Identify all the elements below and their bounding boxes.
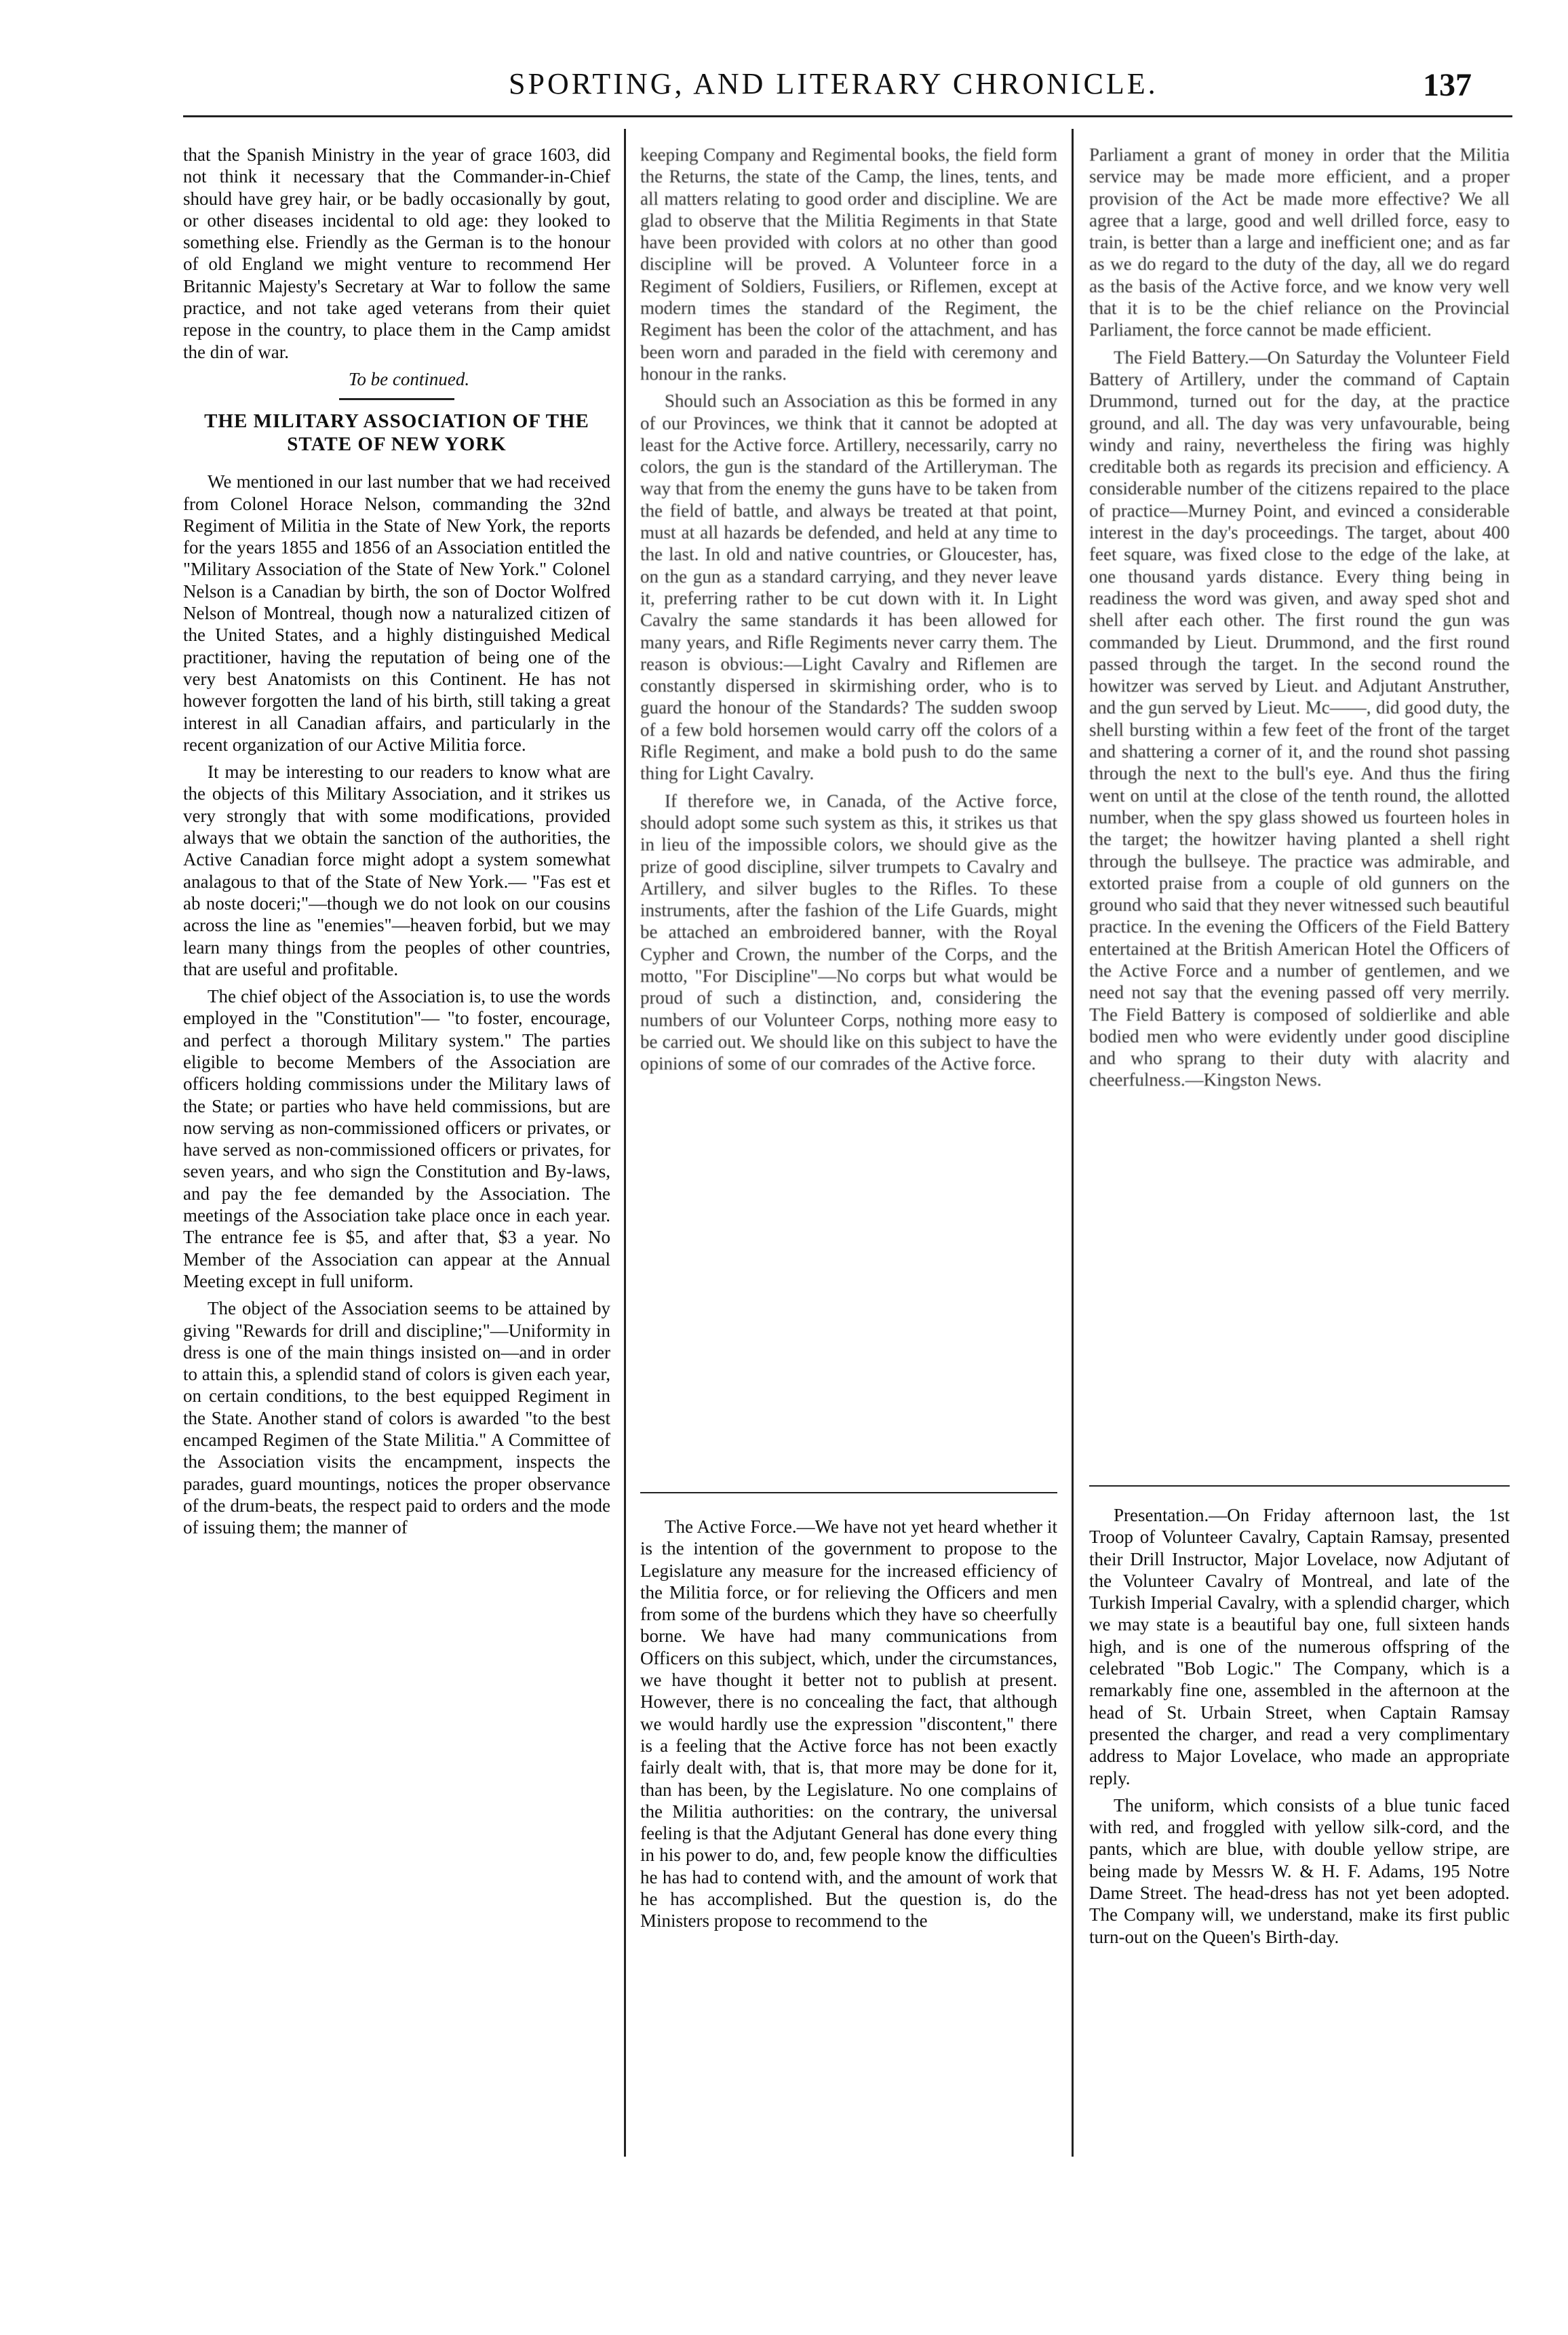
column-middle [640,144,1057,1080]
article-paragraph: The uniform, which consists of a blue tunic faced with red, and froggled with yellow silk-cord, and the pants, which are blue, with double yellow stripe, are being made by Messrs W. & H. F. Adams, 195 Notre Dame Street. The head-dress has not yet been adopted. The Company will, we understand, make its first public turn-out on the Queen's Birth-day. [1089,1794,1510,1947]
running-title: SPORTING, AND LITERARY CHRONICLE. [509,67,1158,100]
to-be-continued: To be continued. [348,368,470,389]
article-separator [640,1492,1057,1493]
article-paragraph: keeping Company and Regimental books, the field form the Returns, the state of the Camp, the lines, tents, and all matters relating to good order and discipline. We are glad to observe that the Militia Regiments in that State have been provided with colors at no other than good discipline will be proved. A Volunteer force in a Regiment of Soldiers, Fusiliers, or Riflemen, except at modern times the standard of the Regiment, the Regiment has been the color of the attachment, and has been worn and paraded in the field with ceremony and honour in the ranks. [640,144,1057,384]
article-paragraph: Should such an Association as this be formed in any of our Provinces, we think that it cannot be adopted at least for the Active force. Artillery, necessarily, carry no colors, the gun is the standard of the Artilleryman. The way that from the enemy the guns have to be taken from the field of battle, and always be treated at that point, must at all hazards be defended, and held at any time to the last. In old and native countries, or Gloucester, has, on the gun as a standard carrying, and they never leave it, preferring rather to be cut down with it. In Light Cavalry the same standards it has been allowed for many years, and Rifle Regiments never carry them. The reason is obvious:—Light Cavalry and Riflemen are constantly dispersed in skirmishing order, who is to guard the honour of the Standards? The sudden swoop of a few bold horsemen would carry off the colors of a Rifle Regiment, and make a bold push to do the same thing for Light Cavalry. [640,391,1057,784]
column-right [1089,144,1510,1097]
article-paragraph: We mentioned in our last number that we had received from Colonel Horace Nelson, commanding the 32nd Regiment of Militia in the State of New York, the reports for the years 1855 and 1856 of an Association entitled the "Military Association of the State of New York." Colonel Nelson is a Canadian by birth, the son of Doctor Wolfred Nelson of Montreal, though now a naturalized citizen of the United States, and a highly distinguished Medical practitioner, having the reputation of being one of the very best Anatomists on this Continent. He has not however forgotten the land of his birth, still taking a great interest in all Canadian affairs, and particularly in the recent organization of our Active Militia force. [183,471,610,755]
article-paragraph: The object of the Association seems to be attained by giving "Rewards for drill and discipline;"—Uniformity in dress is one of the main things insisted on—and in order to attain this, a splendid stand of colors is given each year, on certain conditions, to the best equipped Regiment in the State. Another stand of colors is awarded "to the best encamped Regimen of the State Militia." A Committee of the Association visits the encampment, inspects the parades, guard mountings, notices the proper observance of the drum-beats, the respect paid to orders and the mode of issuing them; the manner of [183,1298,610,1538]
article-paragraph: The chief object of the Association is, to use the words employed in the "Constitution"— "to foster, encourage, and perfect a thorough Military system." The parties eligible to become Members of the Association are officers holding commissions under the Military laws of the State; or parties who have held commissions, but are now serving as non-commissioned officers or privates, or have served as non-commissioned officers or privates, for seven years, and who sign the Constitution and By-laws, and pay the fee demanded by the Association. The meetings of the Association take place once in each year. The entrance fee is $5, and after that, $3 a year. No Member of the Association can appear at the Annual Meeting except in full uniform. [183,986,610,1291]
article-paragraph: The Field Battery.—On Saturday the Volunteer Field Battery of Artillery, under the command of Captain Drummond, turned out for the day, at the practice ground, and all. The day was very unfavourable, being windy and rainy, nevertheless the firing was highly creditable both as regards its precision and efficiency. A considerable number of the citizens repaired to the place of practice—Murney Point, and evinced a considerable interest in the day's proceedings. The target, about 400 feet square, was fixed close to the edge of the lake, at one thousand yards distance. Every thing being in readiness the word was given, and away sped shot and shell after each other. The first round the gun was commanded by Lieut. Drummond, and the first round passed through the target. In the second round the howitzer was served by Lieut. and Adjutant Anstruther, and the gun served by Lieut. Mc——, did good duty, the shell bursting within a few feet of the front of the target and shattering a corner of it, and the round shot passing through the next to the bull's eye. And thus the firing went on until at the close of the tenth round, the allotted number, when the spy glass showed us fourteen holes in the target; the howitzer having planted a shell right through the bullseye. The practice was admirable, and extorted praise from a couple of old gunners on the ground who said that they never witnessed such beautiful practice. In the evening the Officers of the Field Battery entertained at the British American Hotel the Officers of the Active Force and a number of gentlemen, and we need not say that the evening passed off very merrily. The Field Battery is composed of soldierlike and able bodied men who were evidently under good discipline and who sprang to their duty with alacrity and cheerfulness.—Kingston News. [1089,347,1510,1091]
page-header [183,66,1472,114]
article-paragraph: Presentation.—On Friday afternoon last, the 1st Troop of Volunteer Cavalry, Captain Ramsay, presented their Drill Instructor, Major Lovelace, now Adjutant of the Volunteer Cavalry of Montreal, and late of the Turkish Imperial Cavalry, with a splendid charger, which we may state is a beautiful bay one, full sixteen hands high, and is one of the numerous offspring of the celebrated "Bob Logic." The Company, which is a remarkably fine one, assembled in the afternoon at the head of St. Urbain Street, when Captain Ramsay presented the charger, and read a very complimentary address to Major Lovelace, who made an appropriate reply. [1089,1505,1510,1788]
header-rule [183,115,1512,117]
article-separator [339,398,454,400]
column-right-lower [1089,1504,1510,1953]
column-left [183,144,610,1544]
article-paragraph: If therefore we, in Canada, of the Active force, should adopt some such system as this, it strikes us that in lieu of the impossible colors, we should give as the prize of good discipline, silver trumpets to Cavalry and Artillery, and silver bugles to the Rifles. To these instruments, after the fashion of the Life Guards, might be attached an embroidered banner, with the Royal Cypher and Crown, the number of the Corps, and the motto, "For Discipline"—No corps but what would be proud of such a distinction, and, considering the numbers of our Volunteer Corps, nothing more easy to be carried out. We should like on this subject to have the opinions of some of our comrades of the Active force. [640,790,1057,1074]
article-continuation: that the Spanish Ministry in the year of grace 1603, did not think it necessary that the Commander-in-Chief should have grey hair, or be badly occasionally by gout, or other diseases incidental to old age: they looked to something else. Friendly as the German is to the honour of old England we might venture to recommend Her Britannic Majesty's Secretary at War to follow the same practice, and not take aged veterans from their quiet repose in the country, to place them in the Camp amidst the din of war. [183,144,610,362]
column-middle-lower [640,1516,1057,1938]
article-paragraph: The Active Force.—We have not yet heard whether it is the intention of the government to propose to the Legislature any measure for the increased efficiency of the Militia force, or for relieving the Officers and men from some of the burdens which they have so cheerfully borne. We have had many communications from Officers on this subject, which, under the circumstances, we have thought it better not to publish at present. However, there is no concealing the fact, that although we would hardly use the expression "discontent," there is a feeling that the Active force has not been exactly fairly dealt with, that is, that more may be done for it, than has been, by the Legislature. No one complains of the Militia authorities: on the contrary, the universal feeling is that the Adjutant General has done every thing in his power to do, and, few people know the difficulties he has had to contend with, and the amount of work that he has accomplished. But the question is, do the Ministers propose to recommend to the [640,1516,1057,1931]
column-rule-2 [1072,129,1074,2157]
column-rule-1 [624,129,626,2157]
page-number: 137 [1423,67,1472,103]
article-paragraph: Parliament a grant of money in order that the Militia service may be made more efficient, and a proper provision of the Act be made more effective? We all agree that a large, good and well drilled force, easy to train, is better than a large and inefficient one; and as far as we do regard to the duty of the day, all we do regard as the basis of the Active force, and we know very well that it is to be the chief reliance on the Provincial Parliament, the force cannot be made efficient. [1089,144,1510,340]
article-paragraph: It may be interesting to our readers to know what are the objects of this Military Association, and it strikes us very strongly that with some modifications, provided always that we obtain the sanction of the authorities, the Active Canadian force might adopt a system somewhat analagous to that of the State of New York.— "Fas est et ab noste doceri;"—though we do not look on our cousins across the line as "enemies"—heaven forbid, but we may learn many things from the peoples of other countries, that are useful and profitable. [183,762,610,979]
article-heading: THE MILITARY ASSOCIATION OF THE STATE OF NEW YORK [204,410,589,456]
article-separator [1089,1485,1510,1487]
